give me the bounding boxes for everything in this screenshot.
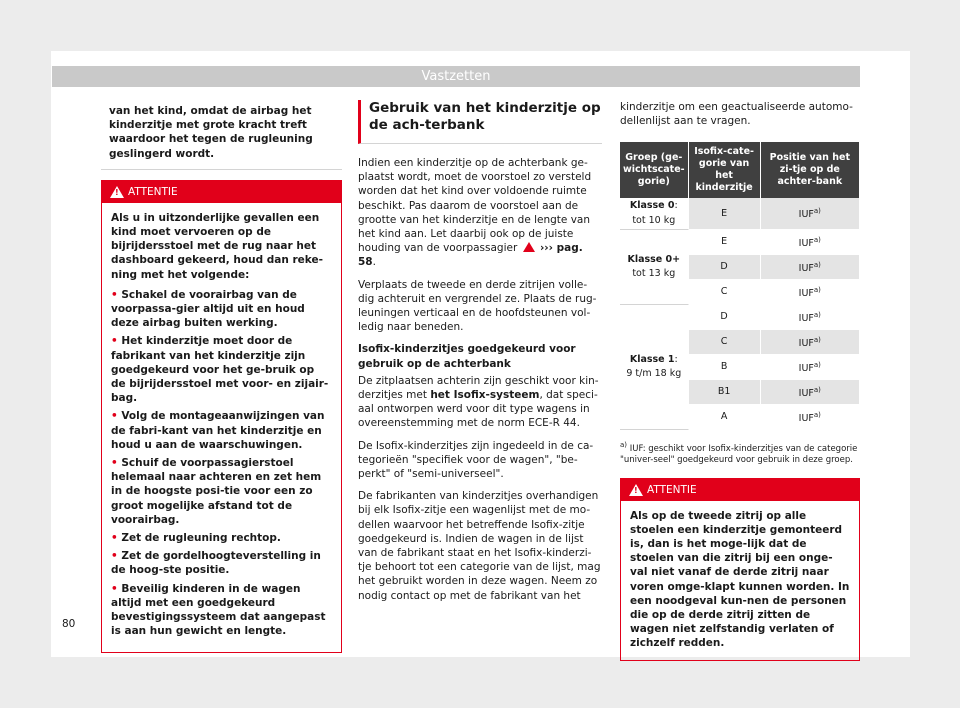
paragraph [358,156,602,270]
group-name: Klasse 0+ [627,253,681,265]
bullet-icon: • [111,550,118,563]
warning-bullet-item [111,549,332,577]
position-value: IUF [798,337,814,349]
position-cell [761,305,860,330]
bullet-icon: • [111,288,118,301]
warning-bullet-list [111,288,332,639]
table-row [620,305,860,330]
column-header: Groep (ge-wichtscate-gorie) [620,142,689,198]
table-header-row [620,142,860,198]
bullet-text: Schuif de voorpassagierstoel helemaal naar achteren en zet hem in de hoogste posi-tie voor een zo groot mogelijke afstand tot de voorairbag. [111,457,322,526]
position-cell [761,255,860,280]
paragraph: kinderzitje om een geactualiseerde automo-dellenlijst aan te vragen. [620,101,853,128]
bullet-icon: • [111,532,118,545]
warning-bullet-item [111,334,332,405]
isofix-category-cell: C [689,280,761,305]
warning-header [621,479,859,501]
page-number: 80 [62,618,76,630]
left-column [101,100,342,653]
position-cell [761,230,860,255]
position-cell [761,280,860,305]
isofix-category-cell: D [689,255,761,280]
warning-header [102,181,341,203]
footnote-mark: a) [813,335,821,344]
subheading: Isofix-kinderzitjes goedgekeurd voor gebruik op de achterbank [358,343,576,370]
position-value: IUF [798,387,814,399]
group-name: Klasse 0 [629,200,675,212]
bullet-text: Het kinderzitje moet door de fabrikant van het kinderzitje zijn goedgekeurd voor het ge-bruik op de bijrijdersstoel met voor- en zijair-bag. [111,335,329,405]
group-cell [620,230,689,305]
bullet-text: Zet de gordelhoogteverstelling in de hoog-ste positie. [111,550,321,577]
group-weight: tot 10 kg [632,214,676,226]
position-cell [761,330,860,355]
footnote-mark: a) [813,360,821,369]
paragraph-text: Indien een kinderzitje op de achterbank ge-plaatst wordt, moet de voorstoel zo versteld worden dat het kind over voldoende ruimte beschikt. Pas daarom de voorstoel aan de grootte van het kinderzitje en de lengte van het kind aan. Let daarbij ook op de juiste houding van de voorpassagier [358,157,592,255]
isofix-category-cell: C [689,330,761,355]
bullet-icon: • [111,582,118,595]
paragraph: De Isofix-kinderzitjes zijn ingedeeld in de ca-tegorieën "specifiek voor de wagen", "be-perkt" of "semi-universeel". [358,439,594,481]
isofix-category-cell: B [689,355,761,380]
isofix-table [620,142,860,429]
warning-bullet-item [111,288,332,331]
warning-bullet-item [111,531,332,545]
intro-text: van het kind, omdat de airbag het kinderzitje met grote kracht treft waardoor het tegen de rugleuning geslingerd wordt. [101,100,342,170]
isofix-category-cell: D [689,305,761,330]
warning-bullet-item [111,456,332,527]
bullet-text: Beveilig kinderen in de wagen altijd met een goedgekeurd bevestigingssysteem dat aangepast is aan hun gewicht en lengte. [111,582,326,638]
footnote [620,440,860,466]
position-cell [761,380,860,405]
table-row [620,230,860,255]
footnote-mark: a) [813,285,821,294]
isofix-category-cell: A [689,405,761,430]
position-cell [761,405,860,430]
position-cell [761,355,860,380]
group-cell [620,198,689,229]
group-separator: : [674,200,678,212]
position-value: IUF [798,312,814,324]
bold-term: het Isofix-systeem [430,389,540,402]
middle-column [358,100,602,611]
section-header: Vastzetten [52,66,860,87]
paragraph: Verplaats de tweede en derde zitrijen volle-dig achteruit en vergrendel ze. Plaats de rug-leuningen verticaal en de hoofdsteunen vol-ledig naar beneden. [358,278,597,334]
bullet-icon: • [111,335,118,348]
group-name: Klasse 1 [629,353,675,365]
position-value: IUF [798,209,814,221]
warning-bullet-item [111,409,332,452]
table-body [620,198,860,429]
right-column [620,100,860,661]
footnote-mark: a) [813,310,821,319]
warning-box [620,478,860,661]
footnote-mark: a) [813,385,821,394]
column-header: Isofix-cate-gorie van het kinderzitje [689,142,761,198]
isofix-category-cell: E [689,230,761,255]
warning-icon [110,186,124,198]
column-header: Positie van het zi-tje op de achter-bank [761,142,860,198]
footnote-mark: a) [620,440,628,449]
warning-bullet-item [111,582,332,639]
isofix-category-cell: B1 [689,380,761,405]
paragraph [358,374,602,431]
isofix-category-cell: E [689,198,761,229]
paragraph-text: De zitplaatsen achterin zijn geschikt voor kin-derzitjes met [358,374,599,402]
bullet-icon: • [111,410,118,423]
bullet-text: Zet de rugleuning rechtop. [121,532,281,545]
position-value: IUF [798,287,814,299]
paragraph-text: , dat speci-aal ontworpen werd voor dit type wagens in overeenstemming met de norm ECE-R 44. [358,389,598,430]
footnote-mark: a) [813,207,821,216]
group-weight: tot 13 kg [632,267,676,279]
warning-icon [629,484,643,496]
bullet-text: Schakel de voorairbag van de voorpassa-gier altijd uit en houd deze airbag buiten werking. [111,288,305,330]
warning-icon [523,242,535,252]
paragraph-end: . [372,256,376,269]
position-cell [761,198,860,229]
warning-text: Als op de tweede zitrij op alle stoelen een kinderzitje gemonteerd is, dan is het moge-lijk dat de stoelen van die zitrij bij een onge-val niet vanaf de derde zitrij naar voren omge-klapt kunnen worden. In een noodgeval kun-nen de personen die op de derde zitrij zitten de wagen niet zelfstandig verlaten of zichzelf redden. [630,509,850,650]
warning-title: ATTENTIE [128,185,178,198]
group-separator: : [674,353,678,365]
position-value: IUF [798,362,814,374]
footnote-mark: a) [813,410,821,419]
position-value: IUF [798,237,814,249]
group-weight: 9 t/m 18 kg [626,367,682,379]
footnote-mark: a) [813,260,821,269]
table-row [620,198,860,229]
footnote-mark: a) [813,235,821,244]
warning-text: Als u in uitzonderlijke gevallen een kind moet vervoeren op de bijrijdersstoel met de rug naar het dashboard gekeerd, houd dan reke-ning met het volgende: [111,211,323,281]
bullet-text: Volg de montageaanwijzingen van de fabri-kant van het kinderzitje en houd u aan de waarschuwingen. [111,410,325,451]
position-value: IUF [798,412,814,424]
position-value: IUF [798,262,814,274]
section-heading: Gebruik van het kinderzitje op de ach-terbank [358,100,602,144]
group-cell [620,305,689,430]
footnote-text: IUF: geschikt voor Isofix-kinderzitjes van de categorie "univer-seel" goedgekeurd voor gebruik in deze groep. [620,443,858,465]
page-reference-link[interactable]: ››› pag. 58 [358,242,583,269]
paragraph: De fabrikanten van kinderzitjes overhandigen bij elk Isofix-zitje een wagenlijst met de mo-dellen waarvoor het betreffende Isofix-zitje goedgekeurd is. Indien de wagen in de lijst van de fabrikant staat en het Isofix-kinderzi-tje behoort tot een categorie van de lijst, mag het gebruikt worden in deze wagen. Neem zo nodig contact op met de fabrikant van het [358,490,601,602]
warning-title: ATTENTIE [647,483,697,496]
warning-box [101,180,342,653]
bullet-icon: • [111,457,118,470]
warning-body [102,203,341,652]
